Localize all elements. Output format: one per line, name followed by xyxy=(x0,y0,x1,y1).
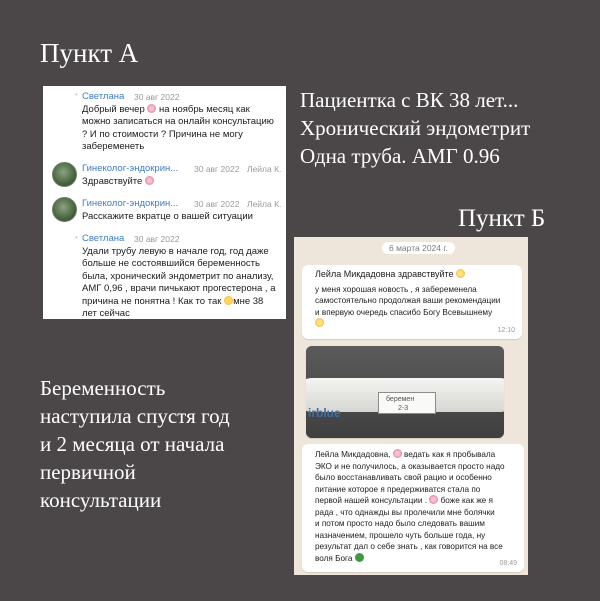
message-body: Удали трубу левую в начале год, год даже больше не состоявшийся беременность была, хронический эндометрит по анализу, АМГ 0,96 , врачи пичькают прогестерона , а причина не понятна ! Как то так мне 38 лет сейчас xyxy=(82,246,276,319)
sender-name[interactable]: Гинеколог-эндокрин... xyxy=(82,163,179,174)
brand-label: irblue xyxy=(308,406,341,420)
message-date: 30 авг 2022 xyxy=(134,92,180,102)
praying-hands-emoji-icon xyxy=(315,318,324,327)
sender-name[interactable]: Светлана xyxy=(82,233,125,244)
author-label: Лейла К. xyxy=(247,164,282,174)
chat-screenshot-b xyxy=(294,237,528,575)
chat-message xyxy=(43,161,286,193)
message-date: 30 авг 2022 xyxy=(194,164,240,174)
author-label: Лейла К. xyxy=(247,199,282,209)
flower-emoji-icon xyxy=(145,176,154,185)
patient-summary: Пациентка с ВК 38 лет... Хронический эндометрит Одна труба. АМГ 0.96 xyxy=(300,88,531,168)
sun-emoji-icon xyxy=(456,269,465,278)
message-time: 08:49 xyxy=(499,559,517,567)
pregnancy-summary: Беременность наступила спустя год и 2 месяца от начала первичной консультации xyxy=(40,376,230,512)
flower-emoji-icon xyxy=(147,104,156,113)
date-chip: 6 марта 2024 г. xyxy=(382,242,455,254)
message-body: Расскажите вкратце о вашей ситуации xyxy=(82,211,253,222)
heading-point-b: Пункт Б xyxy=(458,205,546,232)
sender-name[interactable]: Светлана xyxy=(82,91,125,102)
message-bubble: Лейла Микдадовна здравствуйте у меня хорошая новость , я забеременела самостоятельно продолжая ваши рекомендации и впервую очередь спасибо Богу Всевышнему 12:10 xyxy=(302,265,522,339)
photo-message[interactable] xyxy=(306,346,504,438)
tulip-emoji-icon xyxy=(429,495,438,504)
avatar[interactable] xyxy=(52,197,77,222)
chat-message: • Светлана 30 авг 2022 Добрый вечер на ноябрь месяц как можно записаться на онлайн консультацию ? И по стоимости ? Причина не могу забеременеть xyxy=(43,86,286,150)
pregnancy-test-photo[interactable]: беремен 2-3 irblue xyxy=(306,346,504,438)
heading-point-a: Пункт А xyxy=(40,38,139,68)
message-date: 30 авг 2022 xyxy=(194,199,240,209)
avatar[interactable] xyxy=(52,162,77,187)
sad-face-emoji-icon xyxy=(224,296,233,305)
sender-name[interactable]: Гинеколог-эндокрин... xyxy=(82,198,179,209)
chat-screenshot-a xyxy=(43,86,286,319)
chat-message: • Светлана 30 авг 2022 Удали трубу левую в начале год, год даже больше не состоявшийся беременность была, хронический эндометрит по анализу, АМГ 0,96 , врачи пичькают прогестерона , а причина не понятна ! Как то так мне 38 лет сейчас xyxy=(43,229,286,319)
message-time: 12:10 xyxy=(497,326,515,334)
clover-emoji-icon xyxy=(355,553,364,562)
tulip-emoji-icon xyxy=(393,449,402,458)
message-date: 30 авг 2022 xyxy=(134,234,180,244)
message-bubble: Лейла Микдадовна, ведать как я пробывала ЭКО и не получилось, а оказывается просто надо было восстанавливать свой рацио и особенно питание которое я предерживатся стала по первой нашей консультации . боже как же я рада , что однажды вы пролечили мне болячки и потом просто надо было следовать вашим назначением, прошело чуть больше года, ну результат дал о себе знать , как говорится на все воля Бога 08:49 xyxy=(302,444,524,572)
message-body: Здравствуйте xyxy=(82,176,278,188)
chat-message xyxy=(43,196,286,228)
message-body: Добрый вечер на ноябрь месяц как можно записаться на онлайн консультацию ? И по стоимости ? Причина не могу забеременеть xyxy=(82,104,274,153)
